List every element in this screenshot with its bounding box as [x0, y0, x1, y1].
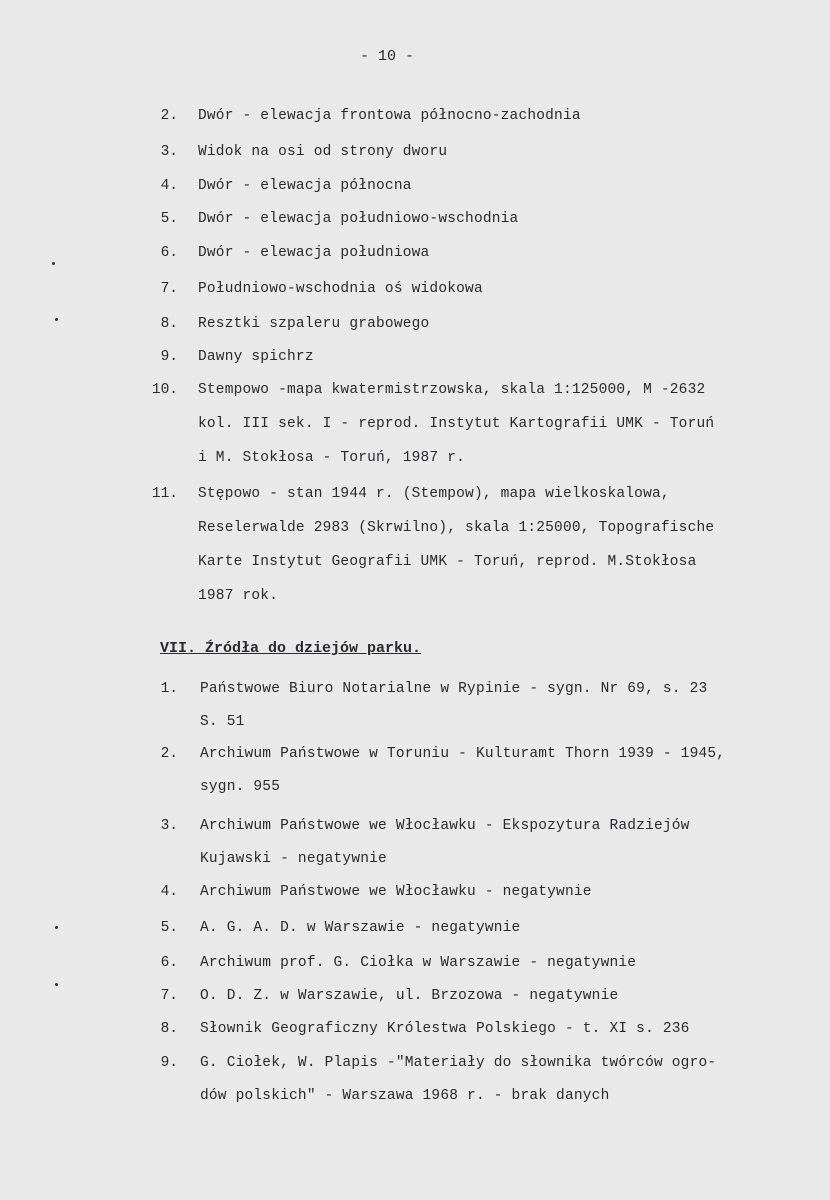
list-item-number: 5.: [160, 920, 178, 936]
list-item-number: 2.: [160, 746, 178, 762]
list-item-text: Karte Instytut Geografii UMK - Toruń, reprod. M.Stokłosa: [198, 554, 697, 570]
list-item-text: G. Ciołek, W. Plapis -"Materiały do słownika twórców ogro-: [200, 1055, 717, 1071]
list-item-text: Reselerwalde 2983 (Skrwilno), skala 1:25000, Topografische: [198, 520, 715, 536]
list-item-text: Państwowe Biuro Notarialne w Rypinie - sygn. Nr 69, s. 23: [200, 681, 708, 697]
list-item-number: 11.: [151, 486, 178, 502]
list-item-text: Archiwum Państwowe w Toruniu - Kulturamt Thorn 1939 - 1945,: [200, 746, 726, 762]
list-item-number: 10.: [151, 382, 178, 398]
list-item-number: 3.: [160, 818, 178, 834]
list-item-text: 1987 rok.: [198, 588, 279, 604]
list-item-number: 6.: [160, 955, 178, 971]
list-item-number: 9.: [160, 1055, 178, 1071]
list-item-text: O. D. Z. w Warszawie, ul. Brzozowa - negatywnie: [200, 988, 619, 1004]
list-item-number: 6.: [160, 245, 178, 261]
list-item-text: dów polskich" - Warszawa 1968 r. - brak danych: [200, 1088, 610, 1104]
list-item-text: Resztki szpaleru grabowego: [198, 316, 430, 332]
list-item-text: S. 51: [200, 714, 245, 730]
list-item-text: Dwór - elewacja frontowa północno-zachodnia: [198, 108, 581, 124]
list-item-text: Archiwum Państwowe we Włocławku - negatywnie: [200, 884, 592, 900]
list-item-number: 4.: [160, 178, 178, 194]
list-item-text: Dwór - elewacja południowo-wschodnia: [198, 211, 519, 227]
list-item-text: Archiwum Państwowe we Włocławku - Ekspozytura Radziejów: [200, 818, 690, 834]
list-item-text: Stępowo - stan 1944 r. (Stempow), mapa wielkoskalowa,: [198, 486, 670, 502]
list-item-text: A. G. A. D. w Warszawie - negatywnie: [200, 920, 521, 936]
list-item-number: 7.: [160, 988, 178, 1004]
list-item-text: Dwór - elewacja północna: [198, 178, 412, 194]
list-item-text: kol. III sek. I - reprod. Instytut Kartografii UMK - Toruń: [198, 416, 715, 432]
margin-mark: [55, 926, 58, 929]
list-item-text: Kujawski - negatywnie: [200, 851, 387, 867]
list-item-number: 2.: [160, 108, 178, 124]
list-item-text: Archiwum prof. G. Ciołka w Warszawie - negatywnie: [200, 955, 637, 971]
list-item-text: Słownik Geograficzny Królestwa Polskiego - t. XI s. 236: [200, 1021, 690, 1037]
list-item-number: 8.: [160, 1021, 178, 1037]
list-item-number: 8.: [160, 316, 178, 332]
section-heading: VII. Źródła do dziejów parku.: [160, 640, 422, 657]
list-item-number: 9.: [160, 349, 178, 365]
list-item-text: Widok na osi od strony dworu: [198, 144, 448, 160]
page-number: - 10 -: [360, 48, 415, 65]
list-item-number: 5.: [160, 211, 178, 227]
list-item-number: 4.: [160, 884, 178, 900]
list-item-text: Południowo-wschodnia oś widokowa: [198, 281, 483, 297]
list-item-text: i M. Stokłosa - Toruń, 1987 r.: [198, 450, 466, 466]
list-item-number: 7.: [160, 281, 178, 297]
list-item-text: Dawny spichrz: [198, 349, 314, 365]
list-item-text: Dwór - elewacja południowa: [198, 245, 430, 261]
margin-mark: [55, 983, 58, 986]
margin-mark: [55, 318, 58, 321]
list-item-number: 3.: [160, 144, 178, 160]
list-item-text: Stempowo -mapa kwatermistrzowska, skala 1:125000, M -2632: [198, 382, 706, 398]
list-item-text: sygn. 955: [200, 779, 281, 795]
list-item-number: 1.: [160, 681, 178, 697]
margin-mark: [52, 262, 55, 265]
